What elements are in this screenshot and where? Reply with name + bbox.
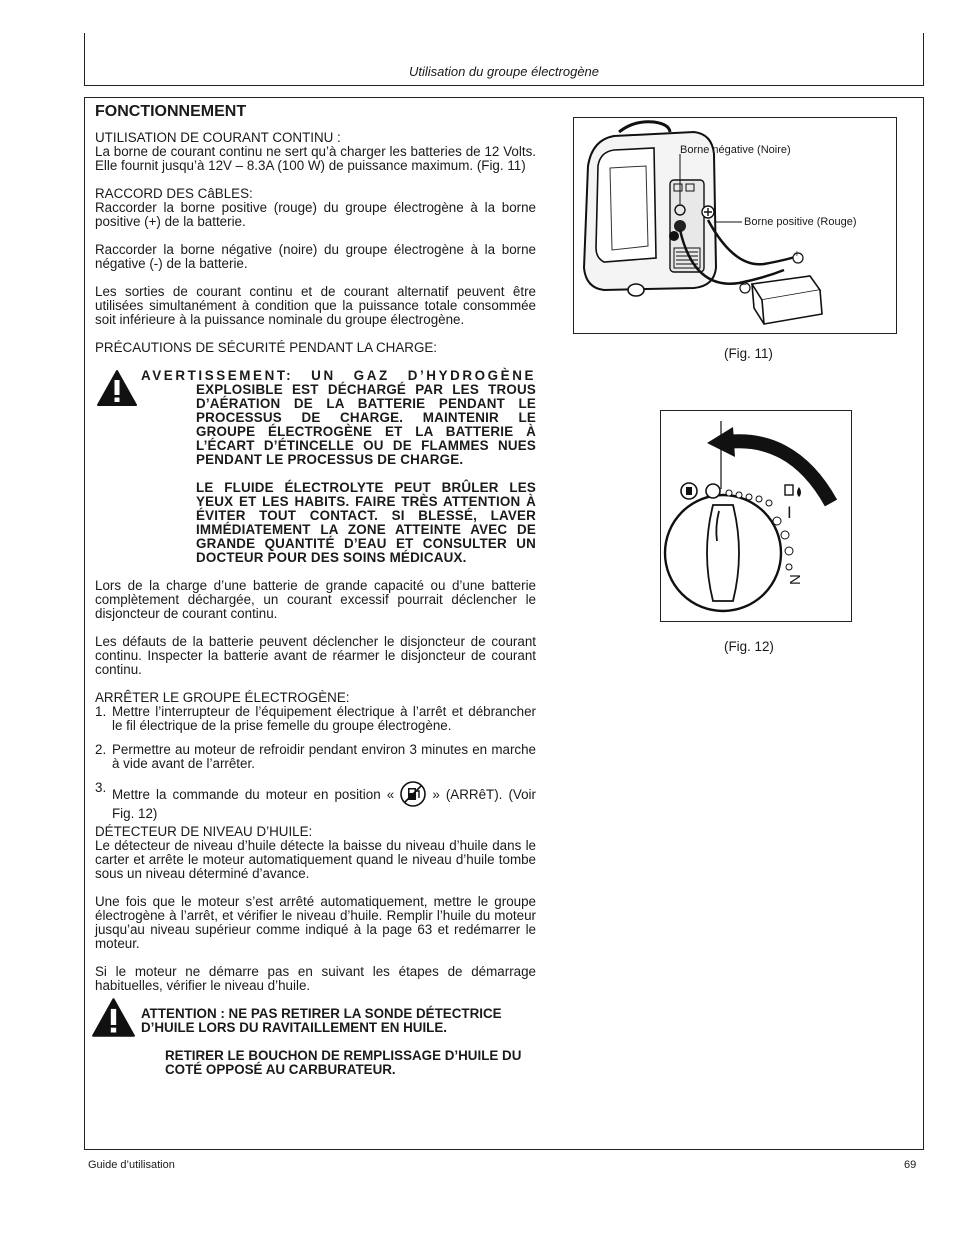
caution-text: ATTENTION : NE PAS RETIRER LA SONDE DÉTECTRICE D’HUILE LORS DU RAVITAILLEMENT EN HUILE. [141,1006,502,1035]
precautions-heading: PRÉCAUTIONS DE SÉCURITÉ PENDANT LA CHARGE: [95,340,438,355]
fig12-caption: (Fig. 12) [724,639,774,654]
warning-body: EXPLOSIBLE EST DÉCHARGÉ PAR LES TROUS D’AÉRATION DE LA BATTERIE PENDANT LE PROCESSUS DE CHARGE. MAINTENIR LE GROUPE ÉLECTROGÈNE ET LA BATTERIE À L’ÉCART D’ÉTINCELLE OU DE FLAMMES NUES PENDANT LE PROCESSUS DE CHARGE. [196,382,536,467]
cables-paragraph [95,187,536,229]
dc-paragraph [95,131,536,173]
on-position-label: I [787,503,792,522]
cables-text: Raccorder la borne positive (rouge) du groupe électrogène à la borne positive (+) de la batterie. [95,200,536,229]
figure-11 [573,117,897,334]
figure-12 [660,410,852,622]
step-item: 1. Mettre l’interrupteur de l’équipement électrique à l’arrêt et débrancher le fil électrique de la prise femelle du groupe électrogène. [95,704,536,733]
engine-switch-illustration [661,411,850,620]
section-title: FONCTIONNEMENT [95,103,247,120]
running-head: Utilisation du groupe électrogène [408,64,600,79]
cables-heading: RACCORD DES CâBLES: [95,186,253,201]
warning-triangle-icon [96,369,138,407]
caution-cap-text: RETIRER LE BOUCHON DE REMPLISSAGE D’HUILE DU COTÉ OPPOSÉ AU CARBURATEUR. [165,1048,522,1077]
overload-paragraph: Lors de la charge d’une batterie de grande capacité ou d’une batterie complètement déchargée, un courant excessif pourrait déclencher le disjoncteur de courant continu. [95,578,536,621]
warning-text [141,368,536,467]
warning-title: AVERTISSEMENT: UN GAZ D’HYDROGÈNE [141,368,536,383]
oil-restart-paragraph: Si le moteur ne démarre pas en suivant les étapes de démarrage habituelles, vérifier le niveau d’huile. [95,964,536,993]
warning-block [95,369,536,565]
dc-heading: UTILISATION DE COURANT CONTINU : [95,130,341,145]
caution-triangle-icon [91,997,136,1038]
oil-text: Le détecteur de niveau d’huile détecte la baisse du niveau d’huile dans le carter et arrête le moteur automatiquement quand le niveau d’huile tombe sous un niveau déterminé d’avance. [95,838,536,881]
step-item: 3. Mettre la commande du moteur en position « » (ARRêT). (Voir Fig. 12) [95,780,536,821]
page-number: 69 [904,1159,917,1171]
positive-terminal-label: Borne positive (Rouge) [744,216,857,228]
step-item: 2. Permettre au moteur de refroidir pendant environ 3 minutes en marche à vide avant de l’arrêter. [95,742,536,771]
negative-terminal-label: Borne négative (Noire) [680,144,791,156]
warning-electrolyte: LE FLUIDE ÉLECTROLYTE PEUT BRÛLER LES YEUX ET LES HABITS. FAIRE TRÈS ATTENTION À ÉVITER TOUT CONTACT. SI BLESSÉ, LAVER IMMÉDIATEMENT LA ZONE ATTEINTE AVEC DE GRANDE QUANTITÉ D’EAU ET CONSULTER UN DOCTEUR POUR DES SOINS MÉDICAUX. [196,480,536,565]
caution-block [95,1007,536,1077]
negative-paragraph: Raccorder la borne négative (noire) du groupe électrogène à la borne négative (-) de la batterie. [95,242,536,271]
text-column [95,103,536,1091]
footer-title: Guide d’utilisation [88,1159,175,1171]
stop-heading: ARRÊTER LE GROUPE ÉLECTROGÈNE: [95,690,350,705]
oil-heading: DÉTECTEUR DE NIVEAU D’HUILE: [95,824,313,839]
battery-plus-sign: + [794,249,800,260]
off-position-label: N [785,574,803,585]
stop-steps [95,705,536,821]
battery-minus-sign: − [741,280,747,291]
defect-paragraph: Les défauts de la batterie peuvent déclencher le disjoncteur de courant continu. Inspecter la batterie avant de réarmer le disjoncteur de courant continu. [95,634,536,677]
oil-stop-paragraph: Une fois que le moteur s’est arrêté automatiquement, mettre le groupe électrogène à l’arrêt, et vérifier le niveau d’huile. Remplir l’huile du moteur jusqu’au niveau supérieur comme indiqué à la page 63 et redémarrer le moteur. [95,894,536,951]
dc-text: La borne de courant continu ne sert qu’à charger les batteries de 12 Volts. Elle fournit jusqu’à 12V – 8.3A (100 W) de puissance maximum. (Fig. 11) [95,144,536,173]
oil-paragraph [95,825,536,881]
simultaneous-paragraph: Les sorties de courant continu et de courant alternatif peuvent être utilisées simultanément à condition que la puissance totale consommée soit inférieure à la puissance nominale du groupe électrogène. [95,284,536,327]
fig11-caption: (Fig. 11) [724,346,773,361]
fuel-off-icon [400,781,426,807]
